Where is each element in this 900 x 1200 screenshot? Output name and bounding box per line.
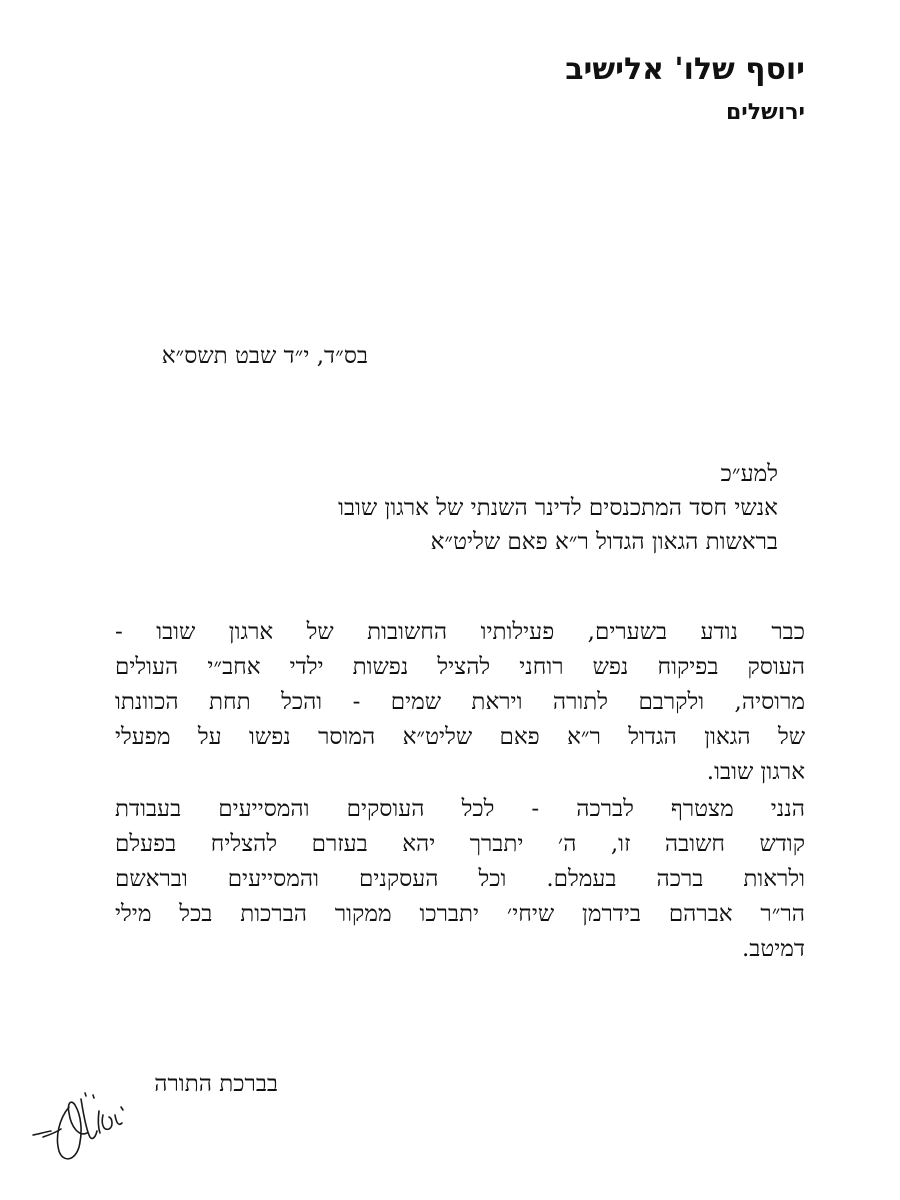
closing-blessing: בברכת התורה	[154, 1071, 278, 1097]
letterhead-name: יוסף שלו' אלישיב	[565, 52, 805, 87]
paragraph-line: העוסק בפיקוח נפש רוחני להציל נפשות ילדי אחב״י העולים	[115, 654, 805, 680]
paragraph-1	[115, 615, 805, 790]
paragraph-line: ולראות ברכה בעמלם. וכל העסקנים והמסייעים ובראשם	[115, 866, 805, 892]
letterhead-city: ירושלים	[725, 100, 805, 125]
paragraph-line: מרוסיה, ולקרבם לתורה ויראת שמים - והכל תחת הכוונתו	[115, 689, 805, 715]
paragraph-2	[115, 792, 805, 967]
addressee-line: בראשות הגאון הגדול ר״א פאם שליט״א	[430, 529, 778, 555]
addressee-line: אנשי חסד המתכנסים לדינר השנתי של ארגון שובו	[338, 495, 778, 521]
paragraph-line: דמיטב.	[741, 936, 805, 962]
paragraph-line: קודש חשובה זו, ה׳ יתברך יהא בעזרם להצליח בפעלם	[115, 831, 805, 857]
paragraph-line: הר״ר אברהם בידרמן שיחי׳ יתברכו ממקור הברכות בכל מילי	[115, 901, 805, 927]
date-line: בס״ד, י״ד שבט תשס״א	[161, 343, 368, 369]
paragraph-line: ארגון שובו.	[706, 759, 805, 785]
paragraph-line: של הגאון הגדול ר״א פאם שליט״א המוסר נפשו על מפעלי	[115, 724, 805, 750]
paragraph-line: הנני מצטרף לברכה - לכל העוסקים והמסייעים בעבודת	[115, 796, 805, 822]
addressee-salutation: למע״כ	[720, 461, 778, 487]
addressee-block	[338, 457, 778, 559]
paragraph-line: כבר נודע בשערים, פעילותיו החשובות של ארגון שובו -	[115, 619, 805, 645]
handwritten-signature	[25, 1085, 145, 1170]
